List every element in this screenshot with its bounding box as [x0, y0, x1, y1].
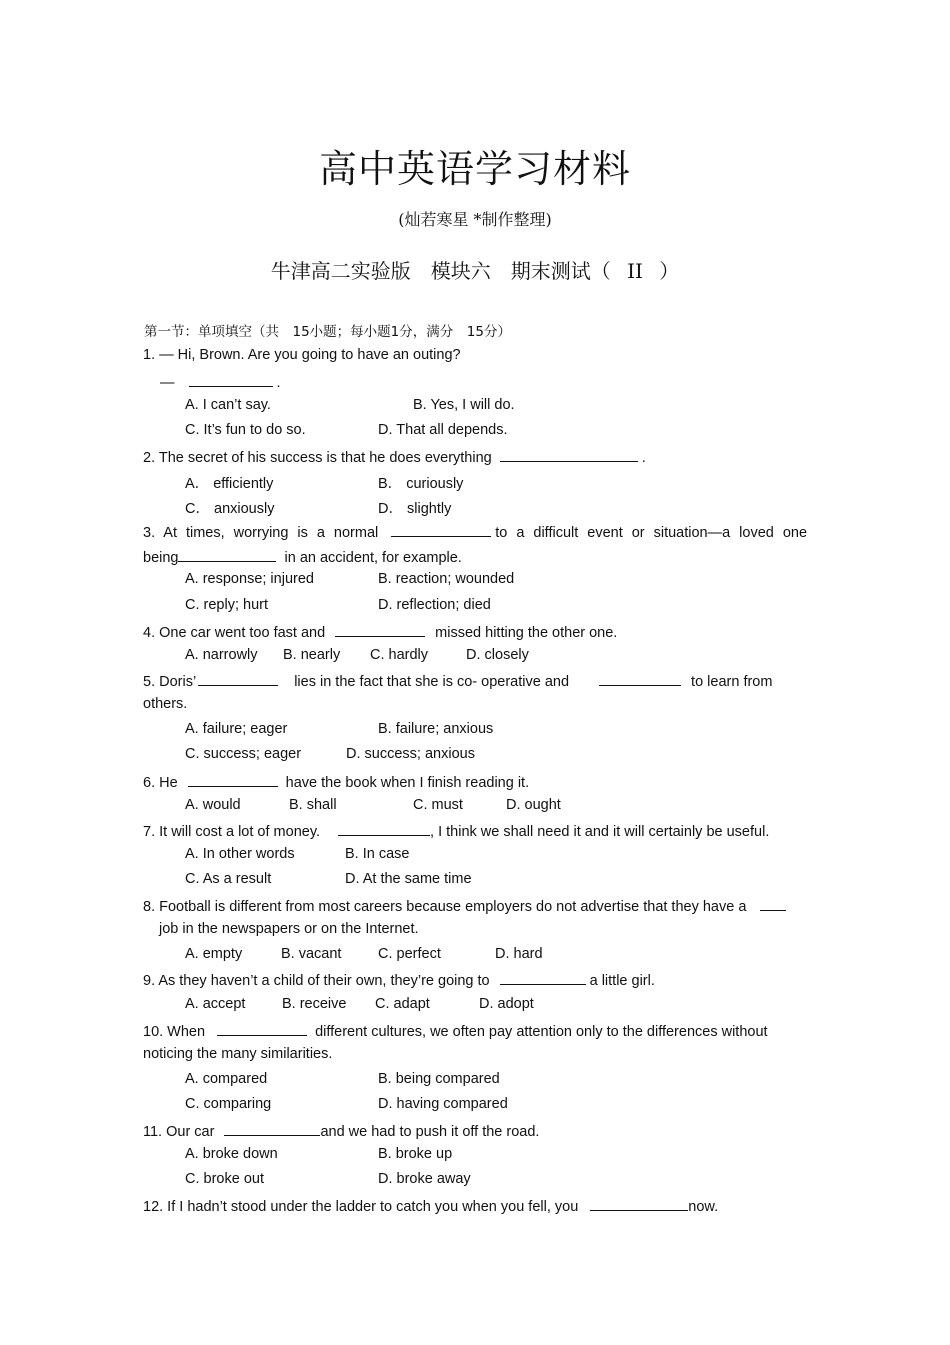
question-7-stem: 7. It will cost a lot of money. , I think we shall need it and it will certainly be useful. [143, 821, 769, 840]
question-10-stem: 10. When different cultures, we often pay attention only to the differences without [143, 1021, 768, 1040]
document-title: 高中英语学习材料 [318, 147, 631, 191]
question-9-option-d: D. adopt [479, 996, 534, 1012]
answer-blank [338, 821, 430, 836]
answer-blank [198, 671, 278, 686]
question-5-stem-continued: others. [143, 696, 188, 712]
question-4-option-c: C. hardly [370, 647, 429, 663]
question-8-option-c: C. perfect [378, 946, 441, 962]
answer-blank [500, 447, 638, 462]
question-10-option-b: B. being compared [378, 1071, 500, 1087]
question-11-option-b: B. broke up [378, 1146, 453, 1162]
question-4-option-d: D. closely [466, 647, 529, 663]
question-2-option-c: C． anxiously [185, 501, 275, 517]
question-1-option-c: C. It’s fun to do so. [185, 422, 306, 438]
question-1-answer-line: — . [160, 372, 281, 391]
question-5-option-b: B. failure; anxious [378, 721, 494, 737]
question-6-option-d: D. ought [506, 797, 561, 813]
question-3-option-c: C. reply; hurt [185, 597, 268, 613]
question-10-stem-continued: noticing the many similarities. [143, 1046, 333, 1062]
question-8-option-d: D. hard [495, 946, 543, 962]
answer-blank [189, 372, 273, 387]
question-6-option-c: C. must [413, 797, 463, 813]
question-9-option-a: A. accept [185, 996, 246, 1012]
question-8-stem-continued: job in the newspapers or on the Internet. [159, 921, 419, 937]
question-6-option-a: A. would [185, 797, 241, 813]
answer-blank [217, 1021, 307, 1036]
question-7-option-d: D. At the same time [345, 871, 472, 887]
answer-blank [335, 622, 425, 637]
question-9-option-b: B. receive [282, 996, 347, 1012]
exam-title: 牛津高二实验版 模块六 期末测试（ II ） [270, 259, 680, 283]
answer-blank [224, 1121, 320, 1136]
question-5-option-d: D. success; anxious [346, 746, 475, 762]
question-4-option-a: A. narrowly [185, 647, 258, 663]
answer-blank [500, 970, 586, 985]
question-2-option-b: B． curiously [378, 476, 464, 492]
question-12-stem: 12. If I hadn’t stood under the ladder to catch you when you fell, you now. [143, 1196, 718, 1215]
question-4-stem: 4. One car went too fast and missed hitting the other one. [143, 622, 617, 641]
question-7-option-a: A. In other words [185, 846, 295, 862]
question-1-stem: 1. — Hi, Brown. Are you going to have an outing? [143, 347, 461, 363]
answer-blank [599, 671, 681, 686]
answer-blank [760, 896, 786, 911]
question-11-option-c: C. broke out [185, 1171, 264, 1187]
question-3-option-a: A. response; injured [185, 571, 314, 587]
question-3-option-b: B. reaction; wounded [378, 571, 515, 587]
question-3-stem: 3. At times, worrying is a normal to a difficult event or situation—a loved one [143, 522, 807, 541]
question-9-stem: 9. As they haven’t a child of their own, they’re going to a little girl. [143, 970, 655, 989]
question-1-option-d: D. That all depends. [378, 422, 508, 438]
question-10-option-d: D. having compared [378, 1096, 508, 1112]
question-6-option-b: B. shall [289, 797, 337, 813]
answer-blank [188, 772, 278, 787]
question-2-stem: 2. The secret of his success is that he does everything . [143, 447, 646, 466]
question-5-stem: 5. Doris’ lies in the fact that she is co- operative and to learn from [143, 671, 772, 690]
answer-blank [590, 1196, 688, 1211]
question-5-option-c: C. success; eager [185, 746, 302, 762]
question-8-option-b: B. vacant [281, 946, 342, 962]
question-6-stem: 6. He have the book when I finish reading it. [143, 772, 529, 791]
question-3-option-d: D. reflection; died [378, 597, 491, 613]
question-8-stem: 8. Football is different from most careers because employers do not advertise that they have a [143, 896, 790, 915]
question-7-option-c: C. As a result [185, 871, 272, 887]
question-11-stem: 11. Our car and we had to push it off the road. [143, 1121, 539, 1140]
question-7-option-b: B. In case [345, 846, 410, 862]
question-3-stem-continued: being in an accident, for example. [143, 547, 462, 566]
question-10-option-c: C. comparing [185, 1096, 272, 1112]
section-heading: 第一节：单项填空（共 15小题；每小题1分，满分 15分） [144, 324, 511, 340]
question-2-option-d: D． slightly [378, 501, 452, 517]
question-9-option-c: C. adapt [375, 996, 430, 1012]
answer-blank [178, 547, 276, 562]
question-11-option-d: D. broke away [378, 1171, 471, 1187]
question-10-option-a: A. compared [185, 1071, 268, 1087]
question-8-option-a: A. empty [185, 946, 243, 962]
question-4-option-b: B. nearly [283, 647, 341, 663]
document-subtitle: (灿若寒星 *制作整理) [398, 210, 552, 229]
question-5-option-a: A. failure; eager [185, 721, 288, 737]
answer-blank [391, 522, 491, 537]
question-11-option-a: A. broke down [185, 1146, 278, 1162]
question-2-option-a: A． efficiently [185, 476, 274, 492]
question-1-option-a: A. I can’t say. [185, 397, 271, 413]
question-1-option-b: B. Yes, I will do. [413, 397, 515, 413]
